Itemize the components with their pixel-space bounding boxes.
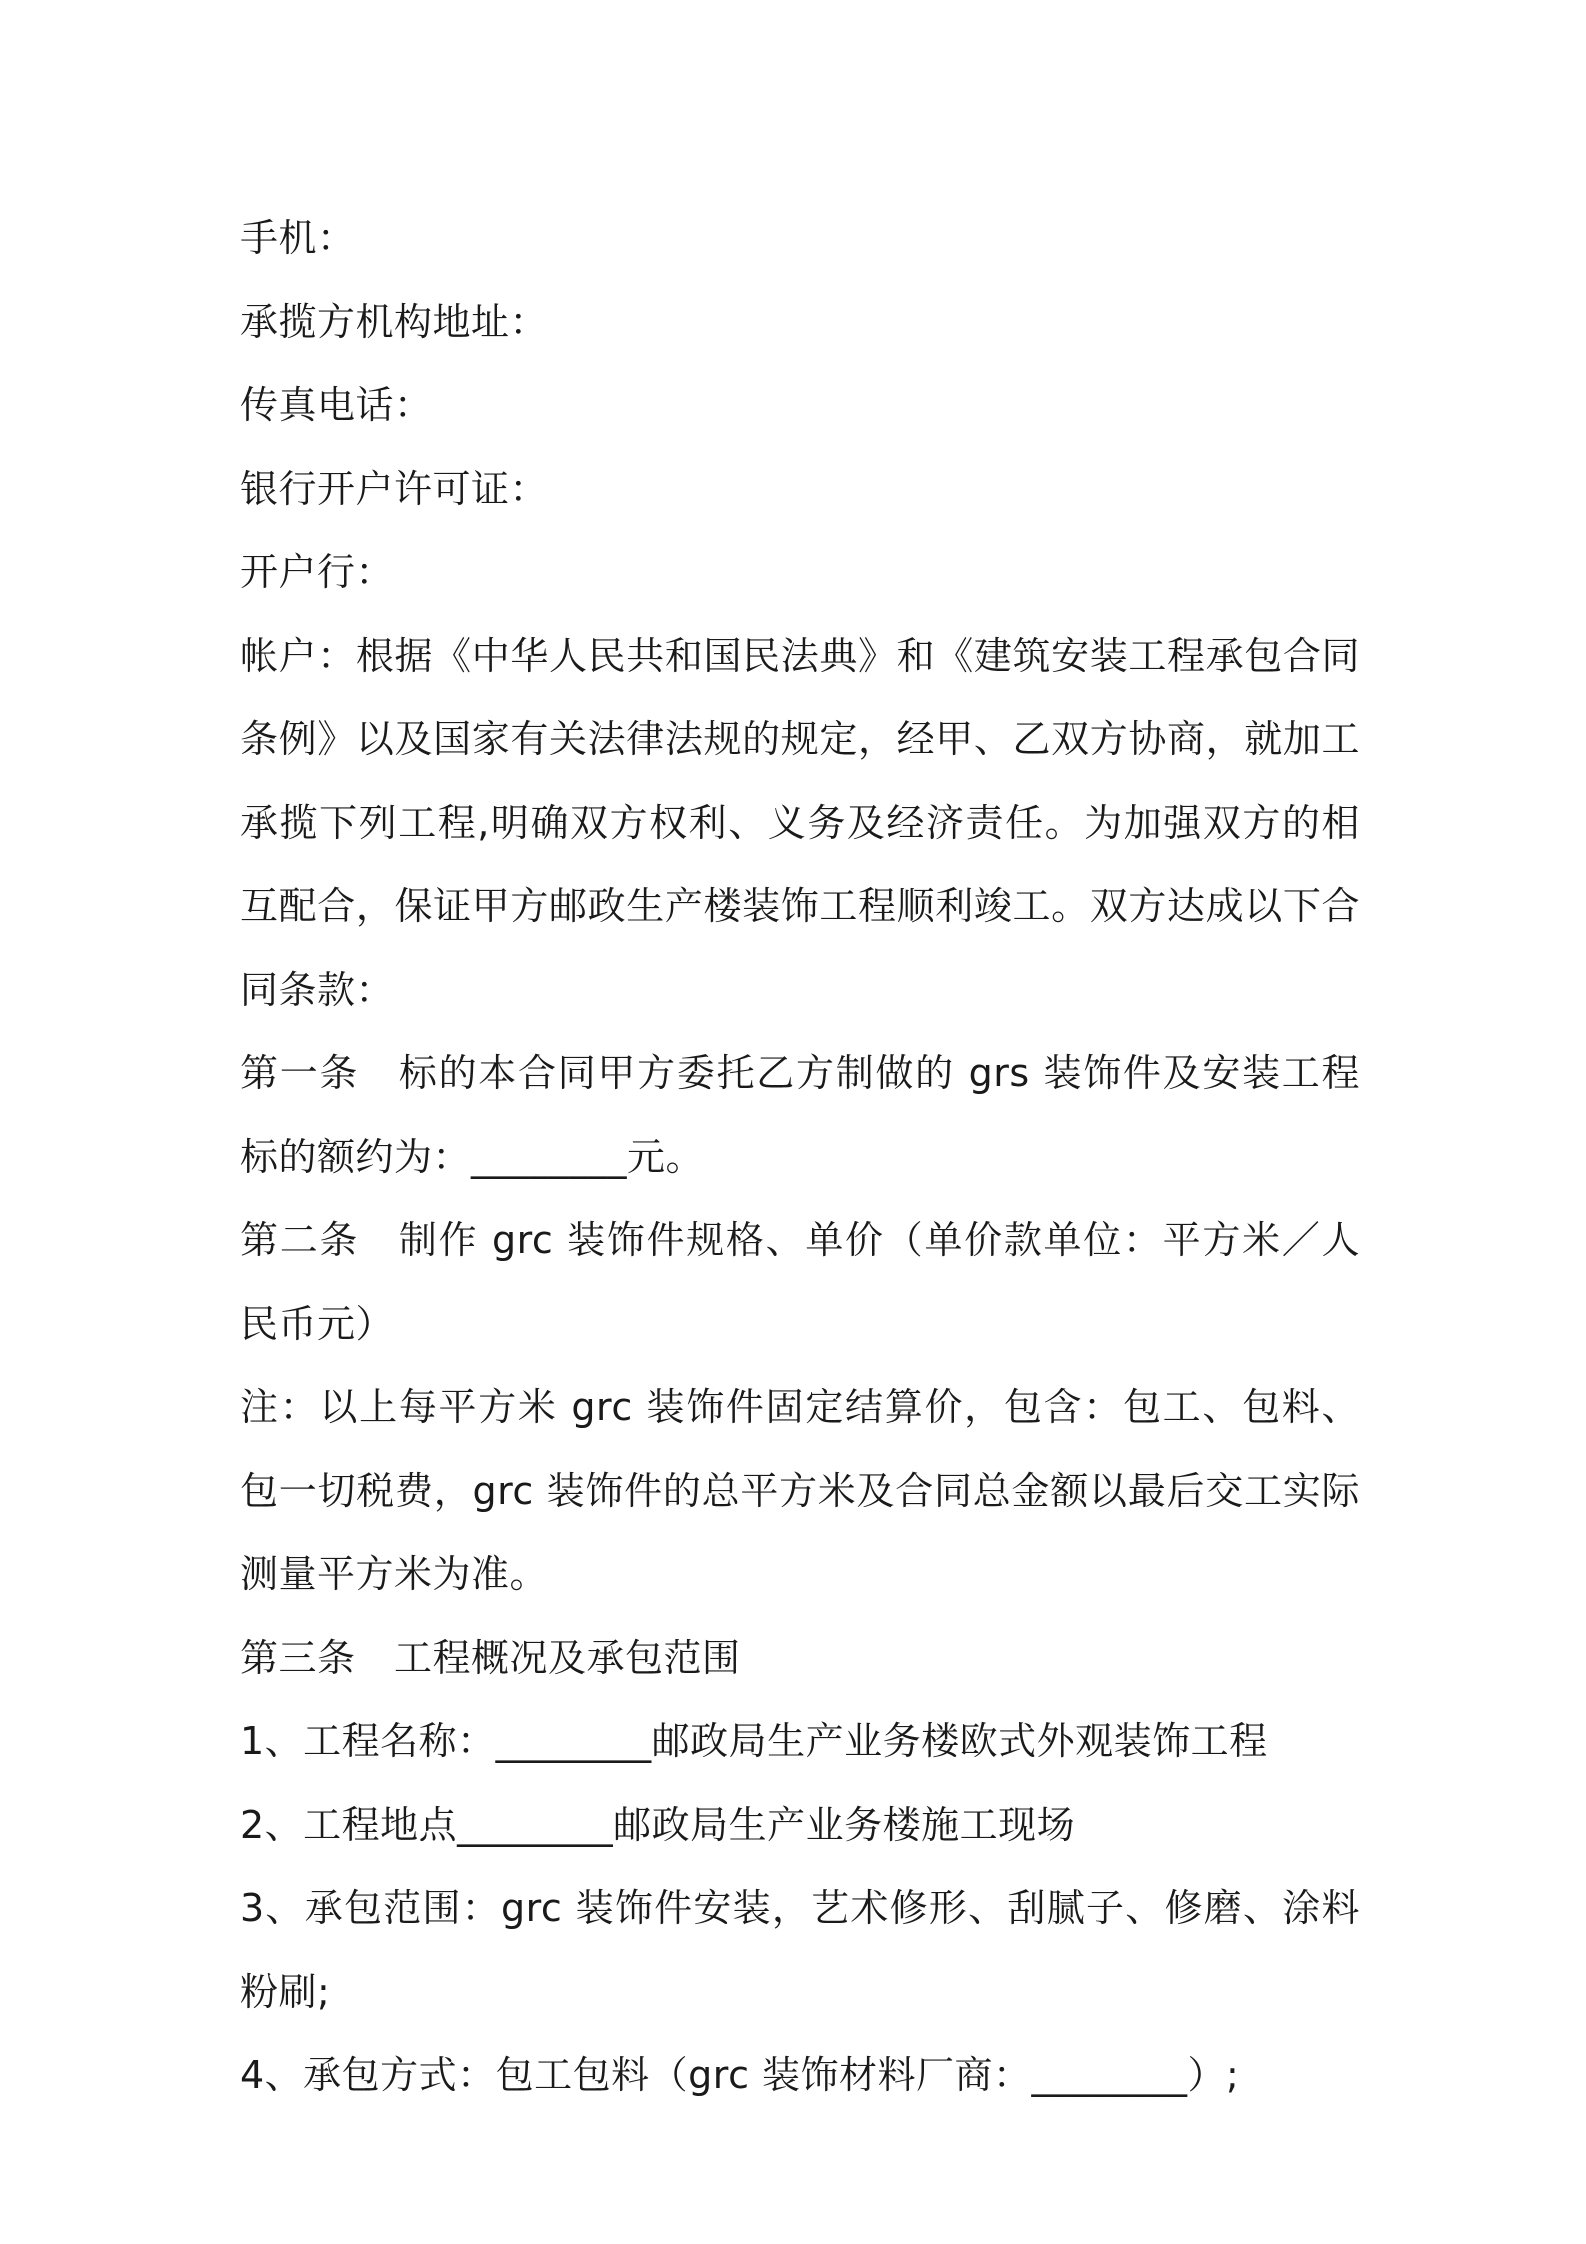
paragraph-item-4: 4、承包方式：包工包料（grc 装饰材料厂商：________）; — [240, 2053, 1240, 2097]
paragraph-article-3: 第三条 工程概况及承包范围 — [240, 1635, 741, 1680]
document-page — [240, 197, 1360, 2118]
paragraph-article-2: 第二条 制作 grc 装饰件规格、单价（单价款单位：平方米／人民币元） — [240, 1218, 1360, 1346]
paragraph-article-1: 第一条 标的本合同甲方委托乙方制做的 grs 装饰件及安装工程标的额约为：________元。 — [240, 1051, 1360, 1179]
paragraph-note: 注：以上每平方米 grc 装饰件固定结算价，包含：包工、包料、包一切税费，grc 装饰件的总平方米及合同总金额以最后交工实际测量平方米为准。 — [240, 1385, 1360, 1596]
paragraph-contractor-address: 承揽方机构地址： — [240, 299, 549, 344]
paragraph-bank: 开户行： — [240, 550, 395, 594]
paragraph-phone: 手机： — [240, 216, 356, 260]
paragraph-account-preamble: 帐户：根据《中华人民共和国民法典》和《建筑安装工程承包合同条例》以及国家有关法律法规的规定，经甲、乙双方协商，就加工承揽下列工程,明确双方权利、义务及经济责任。为加强双方的相互配合，保证甲方邮政生产楼装饰工程顺利竣工。双方达成以下合同条款： — [240, 633, 1360, 1012]
paragraph-bank-license: 银行开户许可证： — [240, 466, 549, 511]
paragraph-fax: 传真电话： — [240, 383, 433, 427]
paragraph-item-1: 1、工程名称：________邮政局生产业务楼欧式外观装饰工程 — [240, 1719, 1268, 1763]
paragraph-item-3: 3、承包范围：grc 装饰件安装，艺术修形、刮腻子、修磨、涂料粉刷; — [240, 1886, 1360, 2014]
paragraph-item-2: 2、工程地点________邮政局生产业务楼施工现场 — [240, 1802, 1076, 1847]
